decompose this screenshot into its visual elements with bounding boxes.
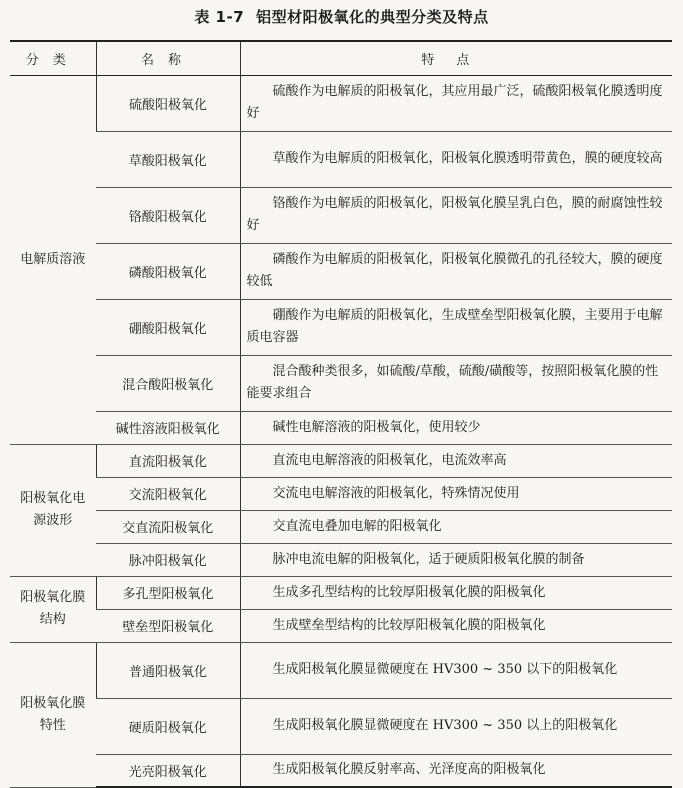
feature-cell: 铬酸作为电解质的阳极氧化，阳极氧化膜呈乳白色，膜的耐腐蚀性较好 xyxy=(240,187,672,243)
name-cell: 壁垒型阳极氧化 xyxy=(96,609,240,642)
feature-cell: 生成阳极氧化膜反射率高、光泽度高的阳极氧化 xyxy=(240,754,672,787)
name-cell: 硬质阳极氧化 xyxy=(96,698,240,754)
category-cell: 阳极氧化膜结构 xyxy=(10,576,96,642)
feature-cell: 磷酸作为电解质的阳极氧化，阳极氧化膜微孔的孔径较大，膜的硬度较低 xyxy=(240,243,672,299)
name-cell: 光亮阳极氧化 xyxy=(96,754,240,787)
feature-cell: 生成阳极氧化膜显微硬度在 HV300 ~ 350 以上的阳极氧化 xyxy=(240,698,672,754)
feature-cell: 草酸作为电解质的阳极氧化，阳极氧化膜透明带黄色，膜的硬度较高 xyxy=(240,131,672,187)
table-row xyxy=(10,642,672,698)
name-cell: 直流阳极氧化 xyxy=(96,444,240,477)
category-cell: 阳极氧化膜特性 xyxy=(10,642,96,787)
name-cell: 铬酸阳极氧化 xyxy=(96,187,240,243)
feature-cell: 生成壁垒型结构的比较厚阳极氧化膜的阳极氧化 xyxy=(240,609,672,642)
classification-table xyxy=(10,40,672,788)
table-row xyxy=(10,698,672,754)
feature-cell: 脉冲电流电解的阳极氧化，适于硬质阳极氧化膜的制备 xyxy=(240,543,672,576)
table-row xyxy=(10,299,672,355)
table-number: 表 1-7 xyxy=(194,8,245,26)
table-row xyxy=(10,754,672,787)
header-features: 特点 xyxy=(240,41,672,75)
header-row xyxy=(10,41,672,75)
table-row xyxy=(10,576,672,609)
feature-cell: 交流电电解溶液的阳极氧化，特殊情况使用 xyxy=(240,477,672,510)
table-row xyxy=(10,131,672,187)
table-row xyxy=(10,444,672,477)
table-row xyxy=(10,543,672,576)
feature-cell: 硼酸作为电解质的阳极氧化，生成壁垒型阳极氧化膜，主要用于电解质电容器 xyxy=(240,299,672,355)
feature-cell: 直流电电解溶液的阳极氧化，电流效率高 xyxy=(240,444,672,477)
table-title: 铝型材阳极氧化的典型分类及特点 xyxy=(256,8,489,26)
name-cell: 磷酸阳极氧化 xyxy=(96,243,240,299)
table-row xyxy=(10,187,672,243)
name-cell: 交流阳极氧化 xyxy=(96,477,240,510)
feature-cell: 生成阳极氧化膜显微硬度在 HV300 ~ 350 以下的阳极氧化 xyxy=(240,642,672,698)
table-row xyxy=(10,355,672,411)
name-cell: 硼酸阳极氧化 xyxy=(96,299,240,355)
table-row xyxy=(10,609,672,642)
header-name: 名称 xyxy=(96,41,240,75)
table-row xyxy=(10,411,672,444)
feature-cell: 碱性电解溶液的阳极氧化，使用较少 xyxy=(240,411,672,444)
name-cell: 混合酸阳极氧化 xyxy=(96,355,240,411)
category-cell: 阳极氧化电源波形 xyxy=(10,444,96,576)
table-caption xyxy=(0,6,683,27)
name-cell: 碱性溶液阳极氧化 xyxy=(96,411,240,444)
name-cell: 草酸阳极氧化 xyxy=(96,131,240,187)
feature-cell: 生成多孔型结构的比较厚阳极氧化膜的阳极氧化 xyxy=(240,576,672,609)
header-category: 分类 xyxy=(10,41,96,75)
category-cell: 电解质溶液 xyxy=(10,75,96,444)
table-row xyxy=(10,75,672,131)
table-row xyxy=(10,510,672,543)
name-cell: 交直流阳极氧化 xyxy=(96,510,240,543)
feature-cell: 交直流电叠加电解的阳极氧化 xyxy=(240,510,672,543)
feature-cell: 混合酸种类很多，如硫酸/草酸，硫酸/磺酸等，按照阳极氧化膜的性能要求组合 xyxy=(240,355,672,411)
name-cell: 普通阳极氧化 xyxy=(96,642,240,698)
feature-cell: 硫酸作为电解质的阳极氧化，其应用最广泛，硫酸阳极氧化膜透明度好 xyxy=(240,75,672,131)
table-row xyxy=(10,243,672,299)
name-cell: 硫酸阳极氧化 xyxy=(96,75,240,131)
name-cell: 多孔型阳极氧化 xyxy=(96,576,240,609)
table-row xyxy=(10,477,672,510)
name-cell: 脉冲阳极氧化 xyxy=(96,543,240,576)
